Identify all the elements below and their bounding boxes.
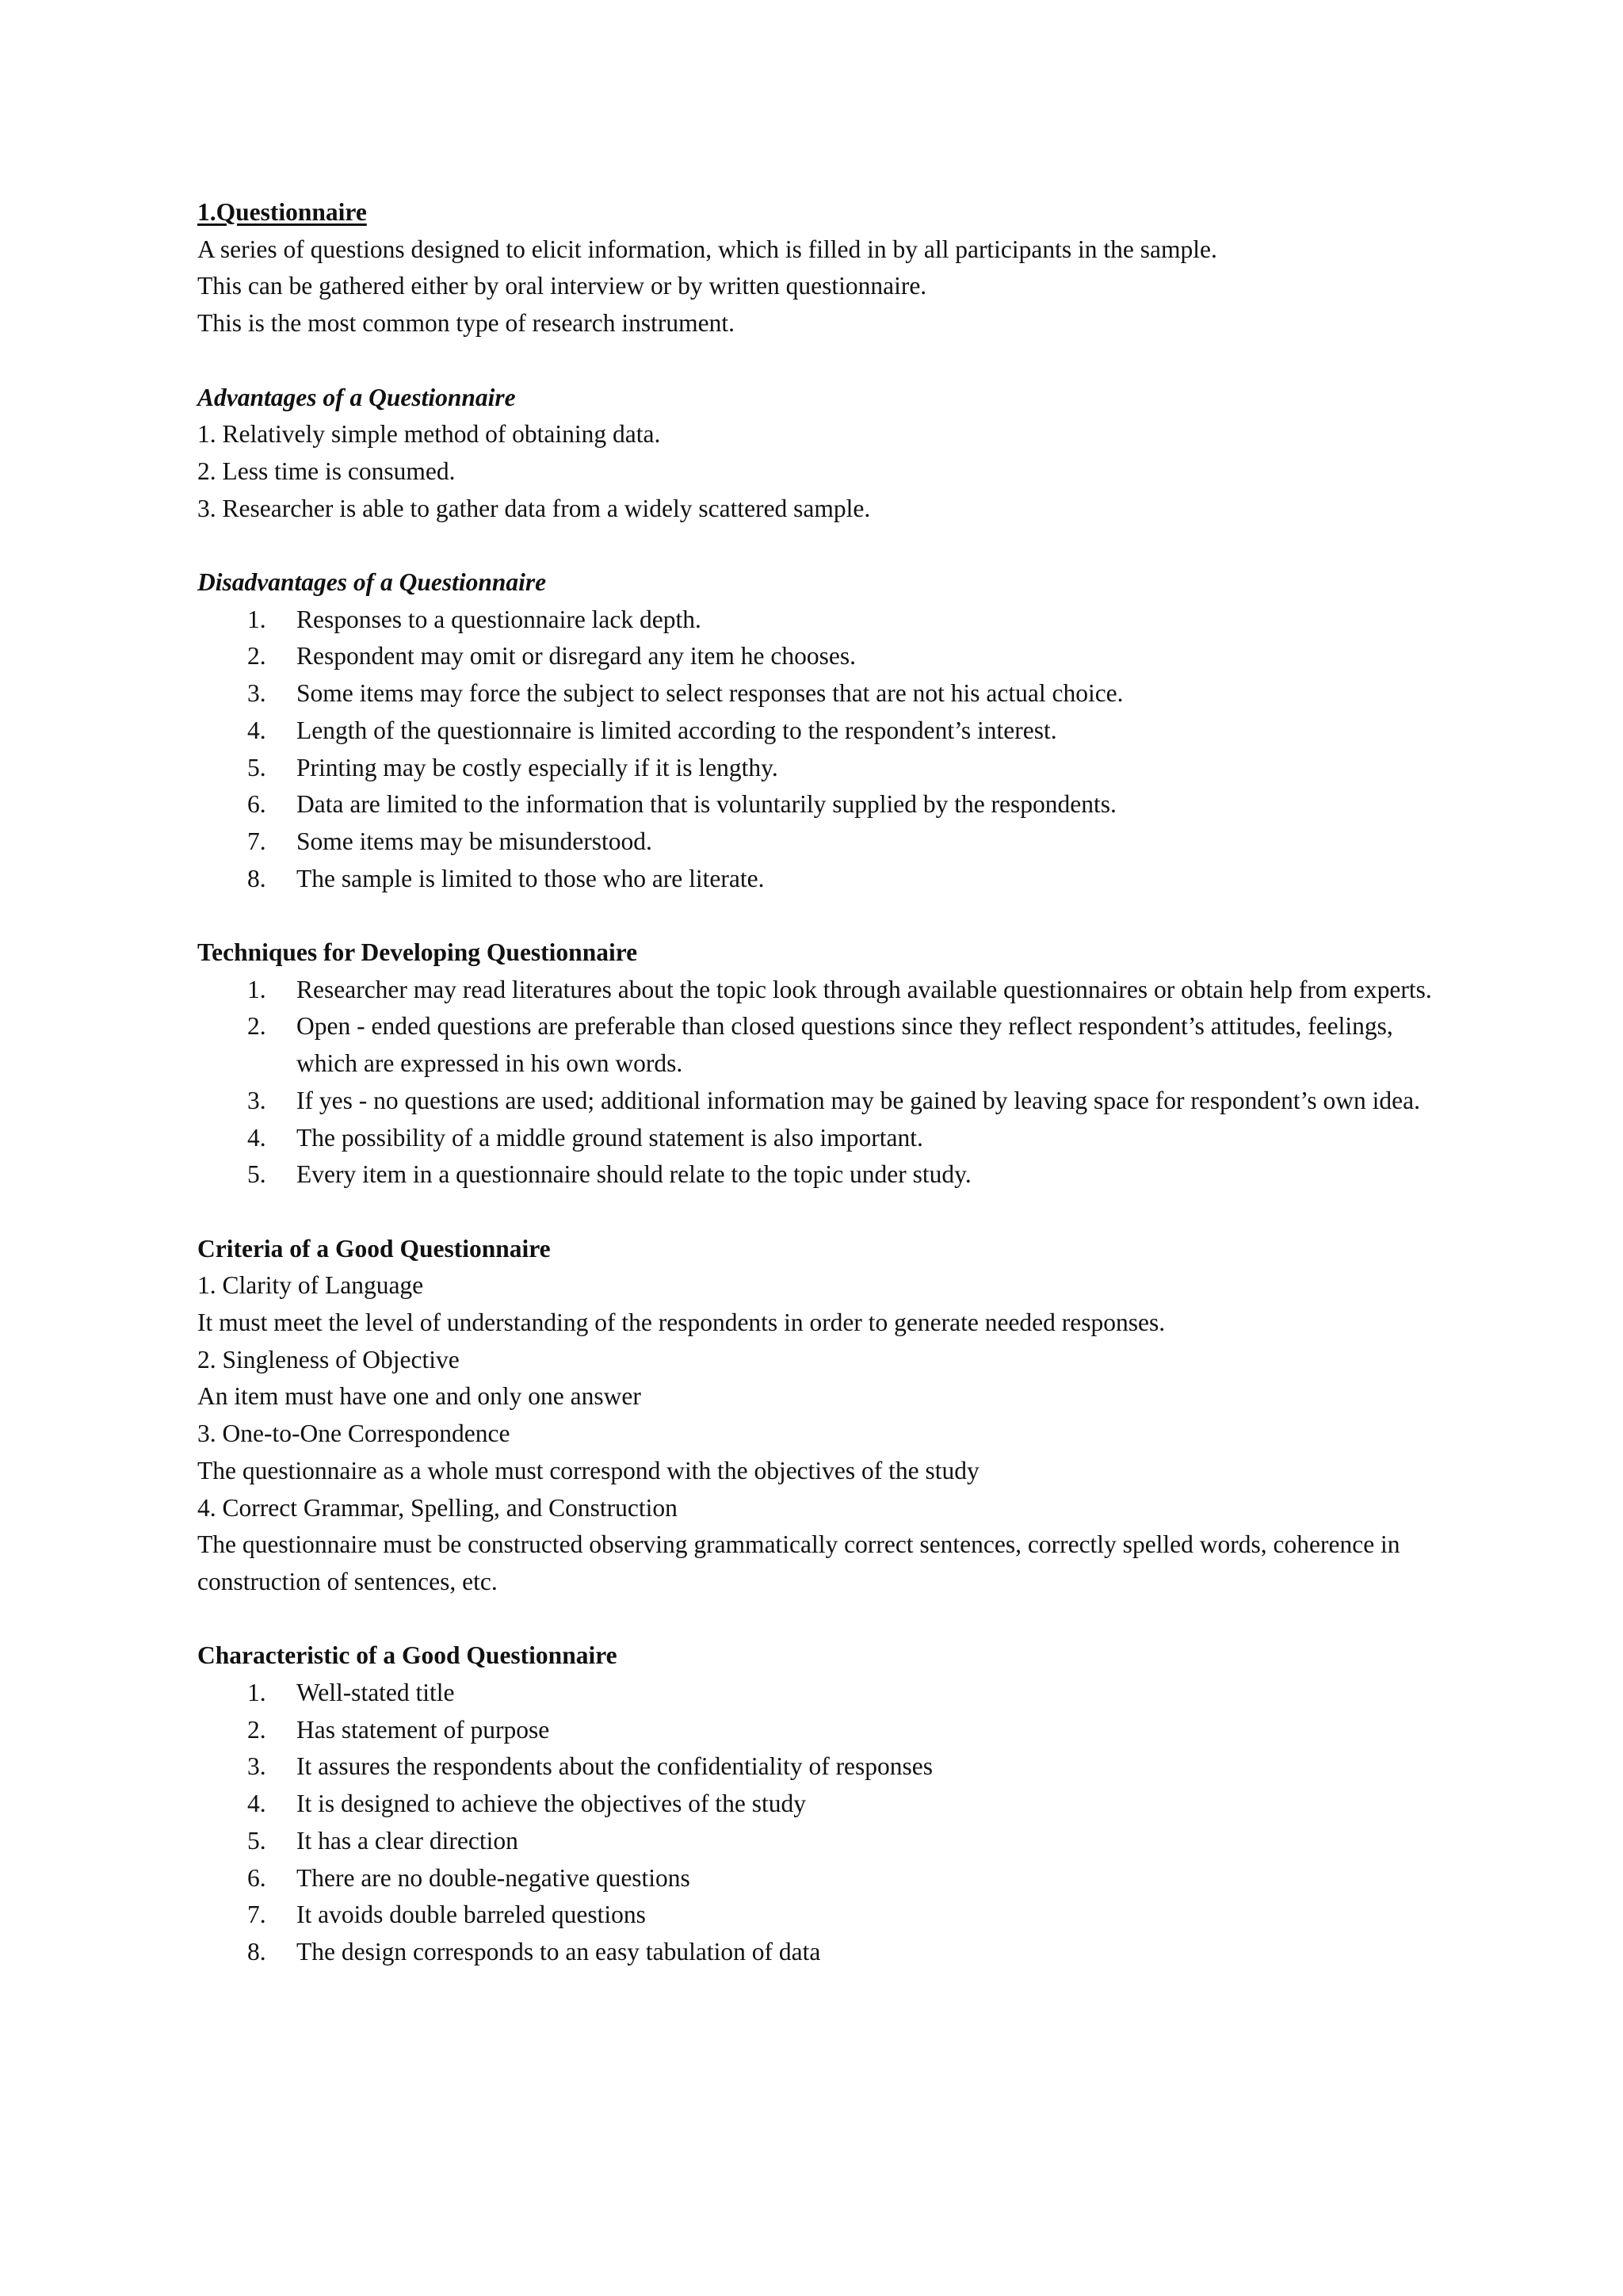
item-text: Every item in a questionnaire should relate to the topic under study.	[296, 1160, 972, 1189]
item-number: 8.	[247, 864, 266, 892]
item-text: Responses to a questionnaire lack depth.	[296, 605, 701, 633]
list-item	[197, 1897, 1434, 1934]
list-item	[197, 712, 1434, 750]
item-text: It assures the respondents about the confidentiality of responses	[296, 1752, 934, 1781]
advantage-item: 1. Relatively simple method of obtaining data.	[197, 420, 661, 449]
item-text: If yes - no questions are used; additional information may be gained by leaving space for respondent’s own idea.	[296, 1086, 1420, 1114]
advantages-heading: Advantages of a Questionnaire	[197, 383, 516, 411]
list-item	[197, 675, 1434, 712]
item-text: The sample is limited to those who are literate.	[296, 864, 765, 892]
criteria-line: The questionnaire as a whole must correspond with the objectives of the study	[197, 1456, 980, 1484]
document-body	[197, 194, 1434, 1971]
list-item	[197, 1083, 1434, 1120]
list-item	[197, 1675, 1434, 1712]
item-number: 5.	[247, 753, 266, 781]
intro-line: This is the most common type of research instrument.	[197, 309, 735, 338]
spacer	[197, 527, 1434, 564]
techniques-list	[197, 972, 1434, 1194]
techniques-heading: Techniques for Developing Questionnaire	[197, 938, 638, 967]
item-number: 5.	[247, 1160, 266, 1189]
list-item	[197, 1120, 1434, 1157]
item-number: 4.	[247, 1790, 266, 1818]
disadvantages-list	[197, 602, 1434, 898]
advantage-item: 3. Researcher is able to gather data from a widely scattered sample.	[197, 494, 871, 522]
criteria-line: The questionnaire must be constructed observing grammatically correct sentences, correctly spelled words, coherence in construction of sentences, etc.	[197, 1530, 1400, 1595]
spacer	[197, 1601, 1434, 1638]
item-text: Data are limited to the information that is voluntarily supplied by the respondents.	[296, 790, 1117, 819]
list-item	[197, 1934, 1434, 1971]
item-number: 3.	[247, 1752, 266, 1781]
item-number: 6.	[247, 790, 266, 819]
list-item	[197, 1156, 1434, 1194]
criteria-heading: Criteria of a Good Questionnaire	[197, 1234, 551, 1263]
item-number: 7.	[247, 827, 266, 855]
item-number: 7.	[247, 1901, 266, 1929]
item-text: Length of the questionnaire is limited according to the respondent’s interest.	[296, 716, 1057, 744]
list-item	[197, 750, 1434, 787]
criteria-line: 4. Correct Grammar, Spelling, and Construction	[197, 1493, 678, 1522]
list-item	[197, 1008, 1434, 1082]
item-number: 2.	[247, 642, 266, 670]
spacer	[197, 342, 1434, 380]
advantage-item: 2. Less time is consumed.	[197, 457, 456, 485]
item-number: 3.	[247, 1086, 266, 1114]
item-number: 2.	[247, 1715, 266, 1744]
list-item	[197, 1860, 1434, 1897]
intro-line: A series of questions designed to elicit information, which is filled in by all participants in the sample.	[197, 235, 1217, 263]
item-text: The design corresponds to an easy tabulation of data	[296, 1937, 821, 1966]
item-text: Researcher may read literatures about the topic look through available questionnaires or obtain help from experts.	[296, 975, 1432, 1003]
list-item	[197, 602, 1434, 639]
item-number: 3.	[247, 679, 266, 708]
item-number: 4.	[247, 716, 266, 744]
criteria-line: 3. One-to-One Correspondence	[197, 1419, 510, 1448]
criteria-line: 1. Clarity of Language	[197, 1271, 424, 1300]
intro-line: This can be gathered either by oral interview or by written questionnaire.	[197, 272, 927, 300]
list-item	[197, 861, 1434, 898]
page-title: 1.Questionnaire	[197, 198, 367, 226]
item-number: 8.	[247, 1937, 266, 1966]
item-number: 1.	[247, 605, 266, 633]
item-text: Some items may force the subject to select responses that are not his actual choice.	[296, 679, 1124, 708]
list-item	[197, 638, 1434, 675]
spacer	[197, 1194, 1434, 1231]
item-text: Respondent may omit or disregard any item he chooses.	[296, 642, 856, 670]
item-text: Has statement of purpose	[296, 1715, 550, 1744]
item-text: Well-stated title	[296, 1679, 455, 1707]
list-item	[197, 1823, 1434, 1860]
list-item	[197, 972, 1434, 1009]
item-text: Some items may be misunderstood.	[296, 827, 652, 855]
characteristics-heading: Characteristic of a Good Questionnaire	[197, 1641, 617, 1670]
characteristics-list	[197, 1675, 1434, 1971]
criteria-line: It must meet the level of understanding of the respondents in order to generate needed responses.	[197, 1308, 1166, 1337]
item-number: 1.	[247, 1679, 266, 1707]
list-item	[197, 786, 1434, 823]
list-item	[197, 1748, 1434, 1786]
list-item	[197, 1712, 1434, 1749]
item-text: It has a clear direction	[296, 1826, 518, 1855]
item-text: It is designed to achieve the objectives of the study	[296, 1790, 806, 1818]
item-text: The possibility of a middle ground statement is also important.	[296, 1123, 923, 1152]
list-item	[197, 823, 1434, 861]
item-text: Open - ended questions are preferable than closed questions since they reflect respondent’s attitudes, feelings, which are expressed in his own words.	[296, 1012, 1393, 1078]
disadvantages-heading: Disadvantages of a Questionnaire	[197, 568, 547, 596]
item-text: It avoids double barreled questions	[296, 1901, 646, 1929]
criteria-line: 2. Singleness of Objective	[197, 1345, 460, 1373]
item-number: 4.	[247, 1123, 266, 1152]
item-text: There are no double-negative questions	[296, 1863, 690, 1892]
list-item	[197, 1786, 1434, 1823]
item-number: 1.	[247, 975, 266, 1003]
criteria-line: An item must have one and only one answer	[197, 1382, 641, 1411]
item-number: 6.	[247, 1863, 266, 1892]
item-text: Printing may be costly especially if it is lengthy.	[296, 753, 778, 781]
item-number: 5.	[247, 1826, 266, 1855]
item-number: 2.	[247, 1012, 266, 1041]
spacer	[197, 897, 1434, 934]
